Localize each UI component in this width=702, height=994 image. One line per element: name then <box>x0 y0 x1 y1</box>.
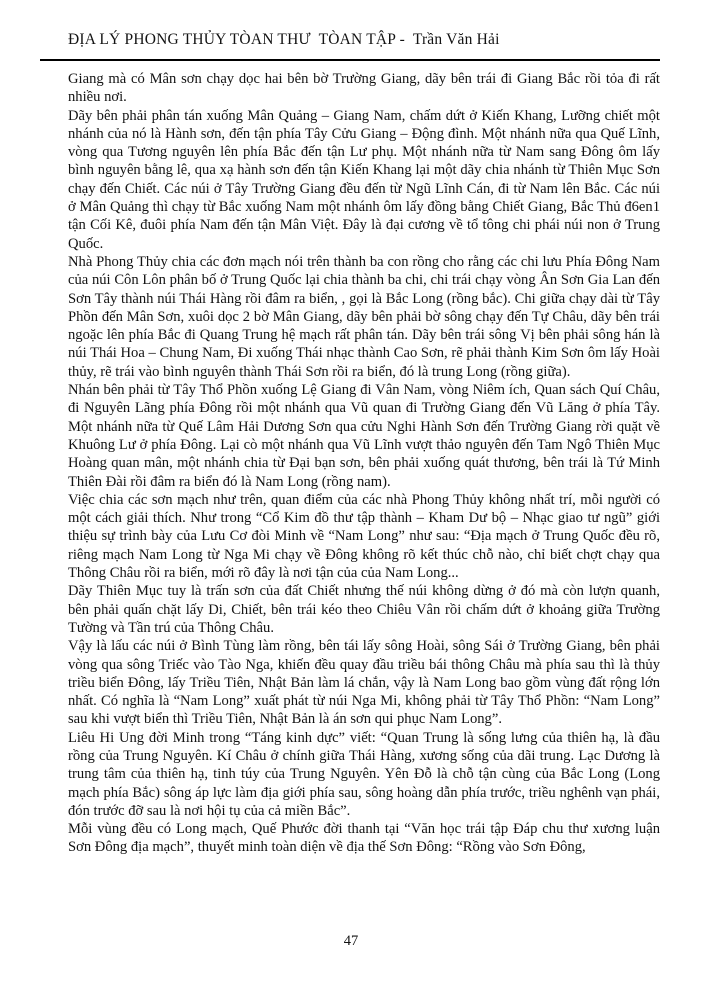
paragraph: Vậy là lấu các núi ở Bình Tùng làm rồng, bên tái lấy sông Hoài, sông Sái ở Trường Giang, bên phải vòng qua sông Triếc vào Tào Nga, khiến đều quay đầu triều bái thông Châu mà phía sau thì là thủy triều biển Đông, lấy Triều Tiên, Nhật Bản làm lá chắn, vậy là Nam Long bao gồm vùng đất rộng lớn nhất. Có nghĩa là “Nam Long” xuất phát từ núi Nga Mi, không phải từ Tây Thổ Phồn: “Nam Long” sau khi vượt biển thì Triều Tiên, Nhật Bản là án sơn qui phục Nam Long”. <box>68 638 660 728</box>
page-header-title: ĐỊA LÝ PHONG THỦY TÒAN THƯ TÒAN TẬP - Trần Văn Hải <box>68 31 500 48</box>
body-text <box>68 70 660 857</box>
paragraph: Dãy Thiên Mục tuy là trấn sơn của đất Chiết nhưng thế núi không dừng ở đó mà còn lượn quanh, bên phải quấn chặt lấy Di, Chiết, bên trái kéo theo Chiêu Vân rồi chấm dứt ở khoảng giữa Trường Tường và Tần trú của Thông Châu. <box>68 583 660 636</box>
paragraph: Nhán bên phải từ Tây Thổ Phồn xuống Lệ Giang đi Vân Nam, vòng Niêm ích, Quan sách Quí Châu, đi Nguyên Lãng phía Đông rồi một nhánh qua Vũ quan đi Trường Giang đến Vũ Lăng ở phía Tây. Một nhánh nữa từ Quế Lâm Hải Dương Sơn qua cửu Nghi Hành Sơn đến Trường Giang rời quặt về Khuông Lư ở phía Đông. Lại cò một nhánh qua Vũ Lĩnh vượt thảo nguyên đến Tam Ngô Thiên Mục Hoàng quan mân, một nhánh chia từ Đại bạn sơn, bên phải xuống quát thương, bên trái là Tứ Minh Thiên Đài rồi đâm ra biển đó là Nam Long (rồng nam). <box>68 382 660 490</box>
paragraph: Việc chia các sơn mạch như trên, quan điểm của các nhà Phong Thủy không nhất trí, mỗi người có một cách giải thích. Như trong “Cổ Kim đồ thư tập thành – Kham Dư bộ – Nhạc giao tư ngũ” giới thiệu sự trình bày của Lưu Cơ đòi Minh về “Nam Long” như sau: “Địa mạch ở Trung Quốc đều rõ, riêng mạch Nam Long từ Nga Mi chạy về Đông không rõ kết thúc chỗ nào, chỉ biết chợt chạy qua Thông Châu rồi ra biển, mới rõ đây là nơi tận của của Nam Long... <box>68 491 660 582</box>
paragraph: Nhà Phong Thủy chia các đơn mạch nói trên thành ba con rồng cho rằng các chi lưu Phía Đông Nam của núi Côn Lôn phân bố ở Trung Quốc lại chia thành ba chi, chi trái chạy vòng Ân Sơn Gia Lan đến Sơn Tây thành núi Thái Hàng rồi đâm ra biển, , gọi là Bắc Long (rồng bắc). Chi giữa chạy dài từ Tây Phồn đến Mân Sơn, xuôi dọc 2 bờ Mân Giang, dãy bên phải bờ sông chạy đến Tự Châu, dãy bên trái ngoặc lên phía Bắc đi Quang Trung hệ mạch rất phân tán. Dãy bên trái sông Vị bên phải sông hán là núi Thái Hoa – Chung Nam, Đi xuống Thái nhạc thành Cao Sơn, rẽ phải thành Kim Sơn ôm lấy Hoài thủy, rẽ trái vào bình nguyên thành Thái Sơn rồi ra biển, đó là trung Long (rồng giữa). <box>68 253 660 380</box>
paragraph: Giang mà có Mân sơn chạy dọc hai bên bờ Trường Giang, dãy bên trái đi Giang Bắc rồi tỏa đi rất nhiều nơi. <box>68 71 660 106</box>
paragraph: Dãy bên phải phân tán xuống Mân Quảng – Giang Nam, chấm dứt ở Kiến Khang, Lưỡng chiết một nhánh của nó là Hành sơn, đến tận phía Tây Cửu Giang – Động đình. Một nhánh nữa qua Quế Lĩnh, vòng qua Tương nguyên lên phía Bắc đến tận Lư phụ. Một nhánh nữa từ Nam sang Đông ôm lấy bình nguyên bằng lê, qua xạ hành sơn đến tận Kiến Khang lại một dãy chia nhánh từ Thiên Mục Sơn chạy đến Chiết. Các núi ở Tây Trường Giang đều đến từ Ngũ Lĩnh Cán, đi từ Nam lên Bắc. Các núi ở Mân Quảng thì chạy từ Bắc xuống Nam một nhánh ôm lấy đồng bằng Chiết Giang, Bắc Thủ đ6en1 tận Cối Kê, đuôi phía Nam đến tận Mân Việt. Đây là đại cương về tổ tông chi phái núi non ở Trung Quốc. <box>68 107 660 252</box>
paragraph: Mỗi vùng đều có Long mạch, Quế Phước đời thanh tại “Văn học trái tập Đáp chu thư xương luận Sơn Đông địa mạch”, thuyết minh toàn diện về địa thế Sơn Đông: “Rồng vào Sơn Đông, <box>68 821 660 856</box>
header-divider <box>40 59 660 61</box>
page-number: 47 <box>343 933 359 949</box>
paragraph: Liêu Hi Ung đời Minh trong “Táng kinh dực” viết: “Quan Trung là sống lưng của thiên hạ, là đầu rồng của Trung Nguyên. Kí Châu ở chính giữa Thái Hàng, xương sống của dãi trung. Lạc Dương là trung tâm của thiên hạ, tinh túy của Trung Nguyên. Yên Đỗ là chỗ tận cùng của Bắc Long (Long mạch phía Bắc) sông áp lực làm địa giới phía sau, sông hoàng dẫn phía trước, triều nghênh vạn phái, đón trước đỡ sau là nơi hội tụ của cả miền Bắc”. <box>68 729 660 819</box>
